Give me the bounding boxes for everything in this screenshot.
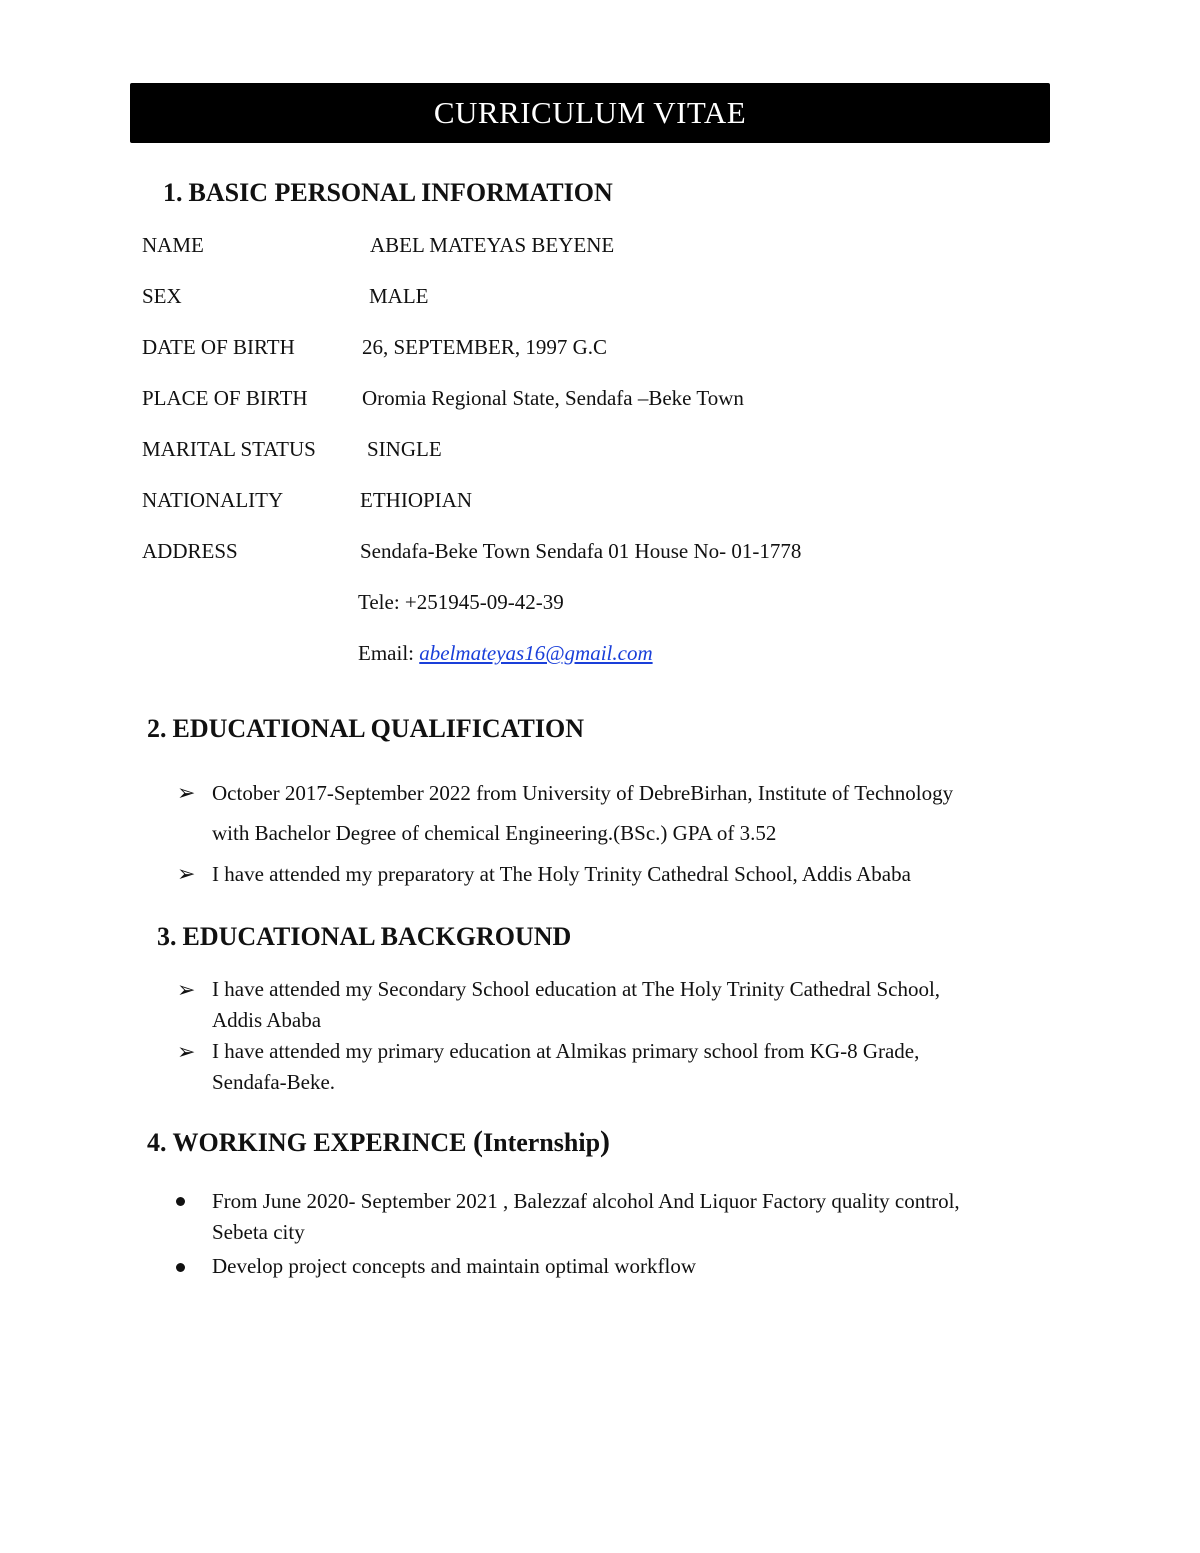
value-date-of-birth: 26, SEPTEMBER, 1997 G.C: [362, 335, 608, 359]
experience-item-1-line-1: From June 2020- September 2021 , Balezzaf alcohol And Liquor Factory quality control,: [212, 1189, 960, 1213]
dot-bullet-icon: [176, 1197, 185, 1206]
label-sex: SEX: [142, 284, 182, 308]
section-heading-experience: 4. WORKING EXPERINCE (Internship): [147, 1125, 611, 1158]
experience-item-1-line-2: Sebeta city: [212, 1220, 305, 1244]
value-address: Sendafa-Beke Town Sendafa 01 House No- 01-1778: [360, 539, 802, 563]
background-item-2-line-1: I have attended my primary education at Almikas primary school from KG-8 Grade,: [212, 1039, 920, 1063]
value-marital-status: SINGLE: [367, 437, 442, 461]
section-heading-qualification: 2. EDUCATIONAL QUALIFICATION: [147, 714, 584, 743]
label-marital-status: MARITAL STATUS: [142, 437, 316, 461]
qualification-item-1-line-2: with Bachelor Degree of chemical Engineering.(BSc.) GPA of 3.52: [212, 821, 777, 845]
arrow-bullet-icon: ➢: [177, 780, 196, 805]
email-label: Email:: [358, 641, 420, 665]
title-banner: [130, 83, 1050, 143]
label-name: NAME: [142, 233, 204, 257]
experience-subheading: Internship: [482, 1128, 601, 1157]
dot-bullet-icon: [176, 1263, 185, 1272]
label-address: ADDRESS: [142, 539, 238, 563]
arrow-bullet-icon: ➢: [177, 977, 196, 1002]
background-item-2-line-2: Sendafa-Beke.: [212, 1070, 336, 1094]
value-name: ABEL MATEYAS BEYENE: [370, 233, 615, 257]
section-heading-personal: 1. BASIC PERSONAL INFORMATION: [163, 178, 613, 207]
value-sex: MALE: [369, 284, 429, 308]
background-item-1-line-1: I have attended my Secondary School education at The Holy Trinity Cathedral School,: [212, 977, 941, 1001]
email-line: [358, 641, 653, 666]
value-place-of-birth: Oromia Regional State, Sendafa –Beke Town: [362, 386, 744, 410]
qualification-item-1-line-1: October 2017-September 2022 from University of DebreBirhan, Institute of Technology: [212, 781, 954, 805]
email-link[interactable]: abelmateyas16@gmail.com: [419, 641, 653, 665]
label-nationality: NATIONALITY: [142, 488, 284, 512]
label-place-of-birth: PLACE OF BIRTH: [142, 386, 308, 410]
qualification-item-2-line-1: I have attended my preparatory at The Holy Trinity Cathedral School, Addis Ababa: [212, 862, 911, 886]
value-telephone: Tele: +251945-09-42-39: [358, 590, 564, 614]
label-date-of-birth: DATE OF BIRTH: [142, 335, 295, 359]
document-title: CURRICULUM VITAE: [433, 95, 747, 130]
background-item-1-line-2: Addis Ababa: [212, 1008, 322, 1032]
section-heading-background: 3. EDUCATIONAL BACKGROUND: [157, 922, 572, 951]
arrow-bullet-icon: ➢: [177, 861, 196, 886]
arrow-bullet-icon: ➢: [177, 1039, 196, 1064]
value-nationality: ETHIOPIAN: [360, 488, 472, 512]
experience-item-2-line-1: Develop project concepts and maintain optimal workflow: [212, 1254, 697, 1278]
